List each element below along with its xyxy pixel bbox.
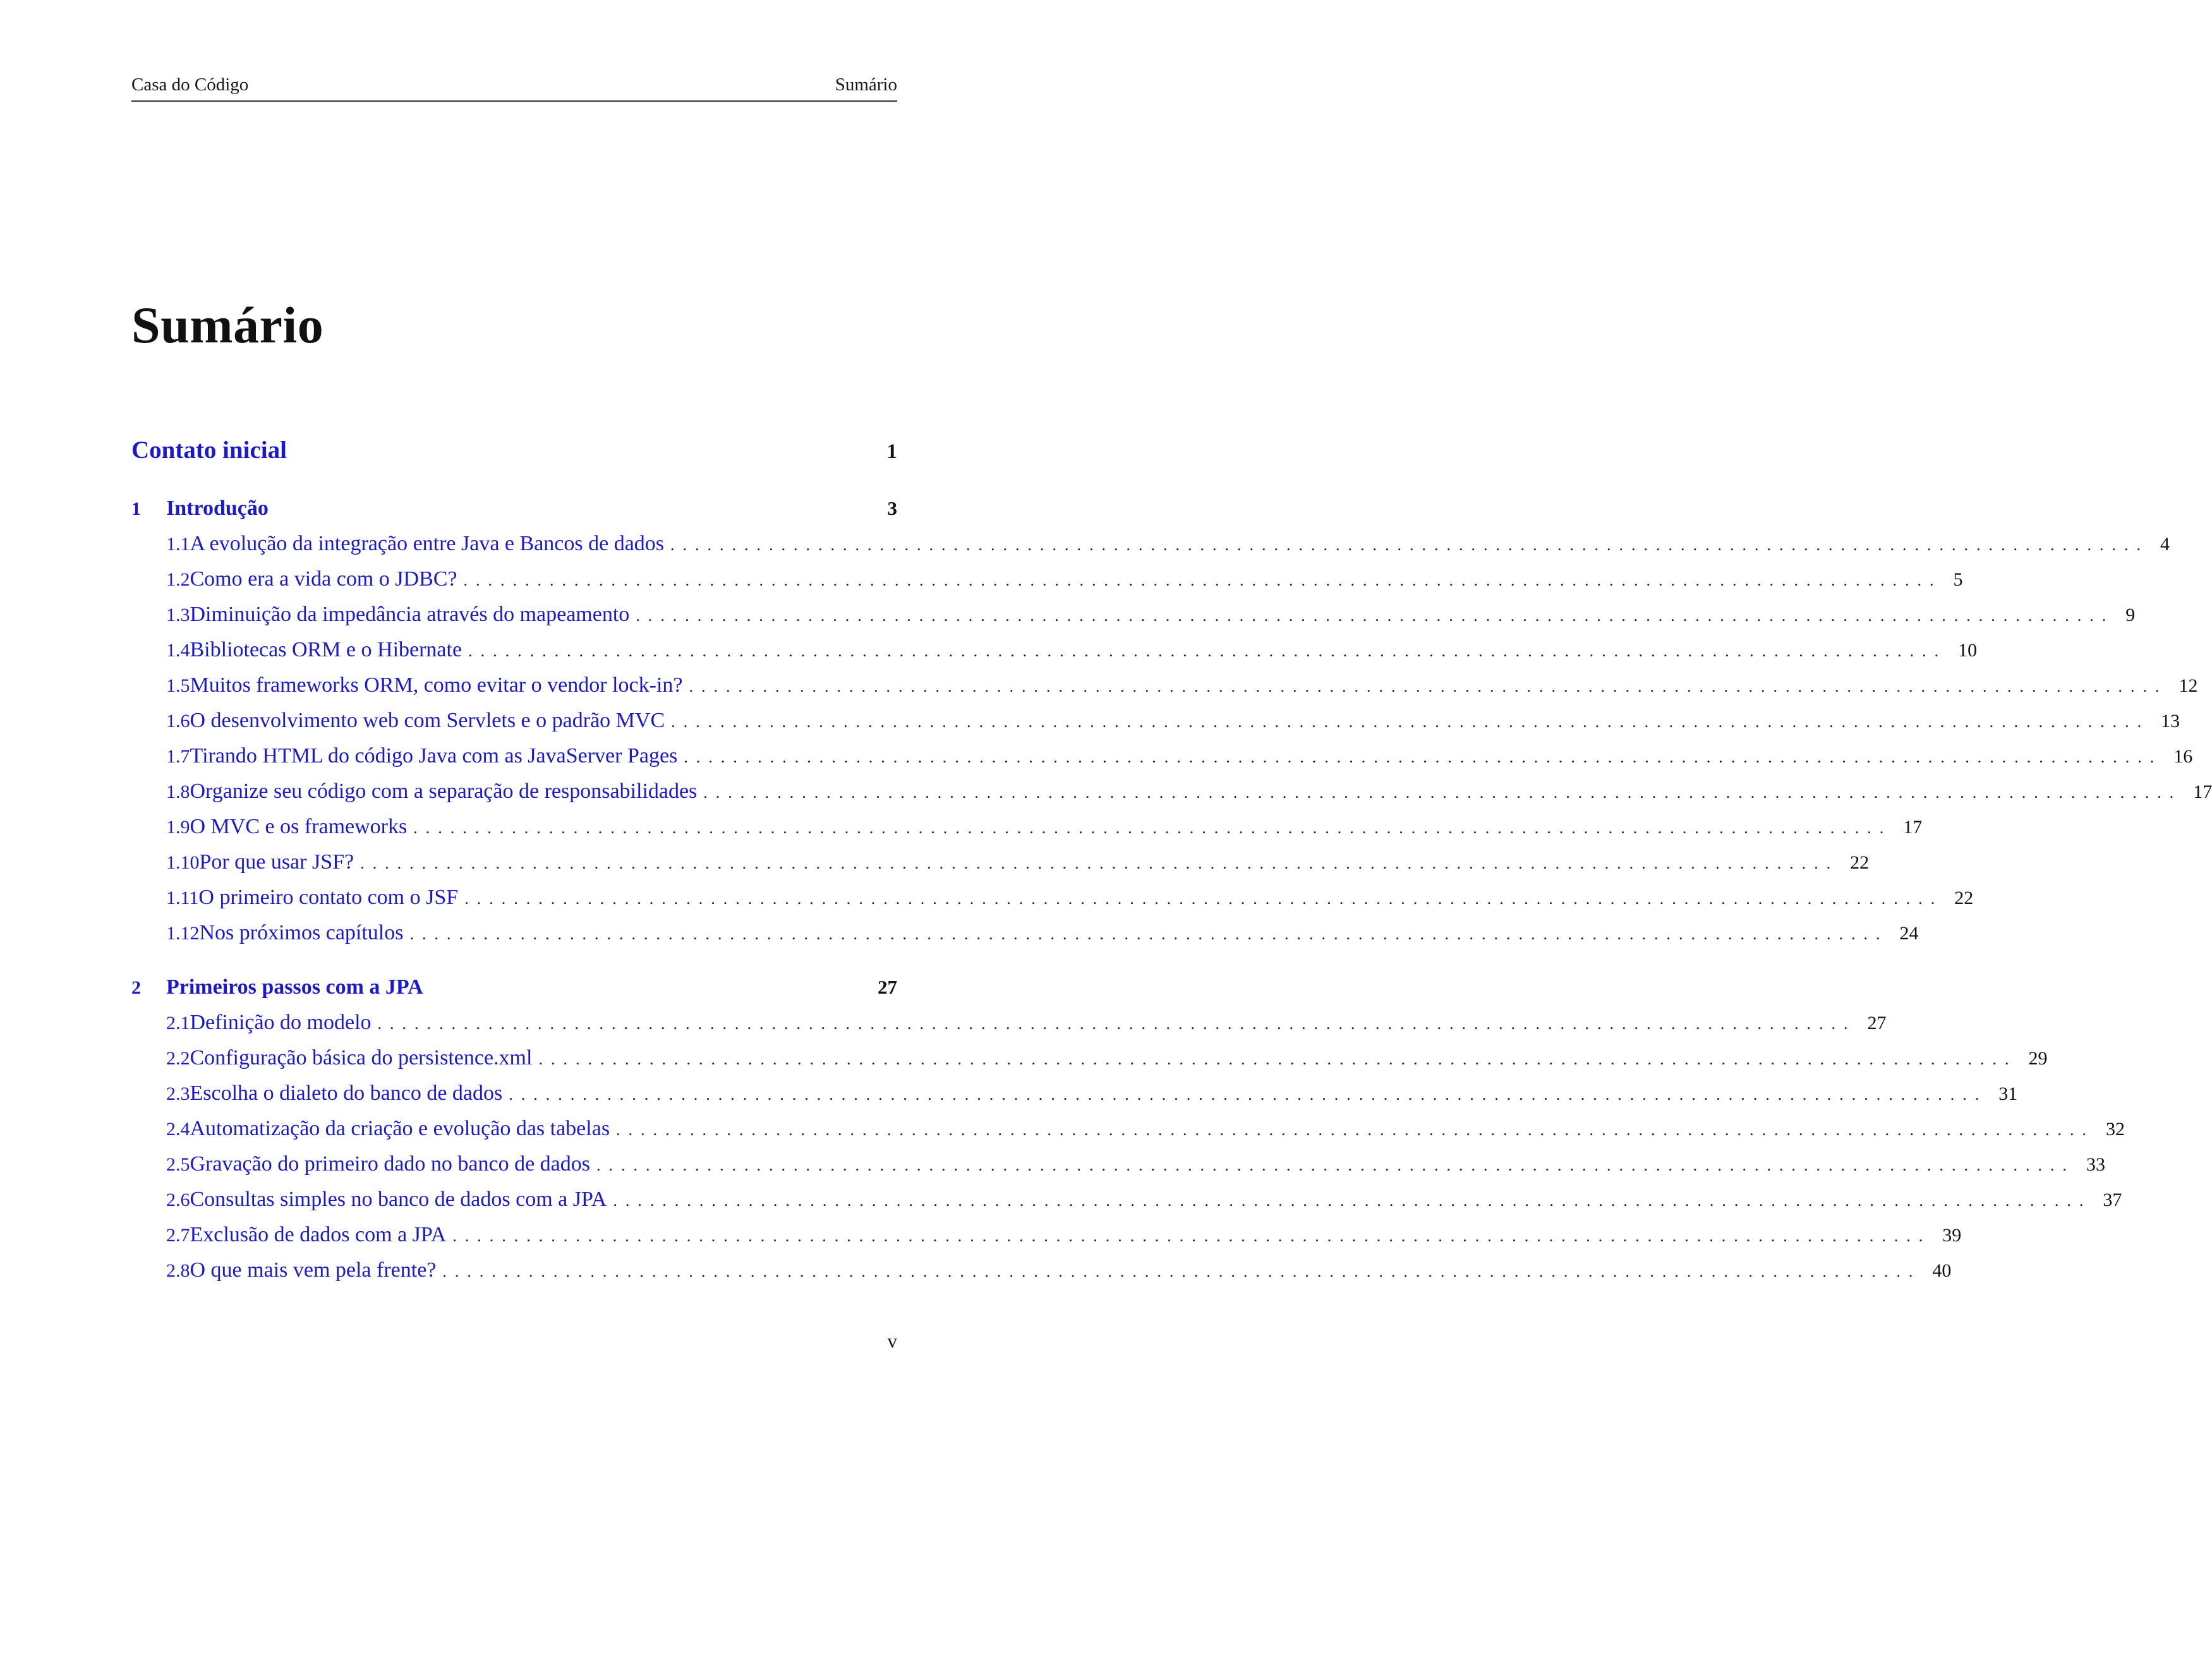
dot-leader: ........................................................................................................................	[464, 889, 1943, 908]
toc-section-entry[interactable]	[131, 673, 2198, 709]
toc-chapter-entry[interactable]	[131, 497, 897, 532]
toc-section-page: 9	[2125, 605, 2136, 625]
dot-leader: ........................................................................................................................	[509, 1085, 1988, 1104]
toc-section-page: 17	[2193, 781, 2212, 802]
toc-section-entry[interactable]	[131, 1117, 2125, 1152]
toc-section-label[interactable]: Escolha o dialeto do banco de dados	[190, 1081, 503, 1105]
dot-leader: ........................................................................................................................	[689, 677, 2168, 695]
dot-leader: ........................................................................................................................	[413, 819, 1892, 837]
toc-section-number[interactable]: 2.8	[166, 1260, 190, 1281]
toc-section-entry[interactable]	[131, 603, 2136, 638]
toc-section-number[interactable]: 2.1	[166, 1013, 190, 1033]
toc-section-page: 27	[1867, 1013, 1887, 1033]
dot-leader: ........................................................................................................................	[452, 1227, 1931, 1245]
toc-section-label[interactable]: Automatização da criação e evolução das tabelas	[190, 1117, 610, 1140]
toc-section-page: 22	[1954, 888, 1974, 908]
dot-leader: ........................................................................................................................	[360, 854, 1839, 872]
toc-part-page: 1	[886, 440, 897, 463]
dot-leader: ........................................................................................................................	[596, 1156, 2075, 1174]
toc-chapter-number: 2	[131, 977, 141, 998]
dot-leader: ........................................................................................................................	[463, 571, 1942, 589]
toc-section-number[interactable]: 1.7	[166, 746, 190, 767]
toc-section-label[interactable]: A evolução da integração entre Java e Bancos de dados	[190, 532, 665, 555]
toc-section-number[interactable]: 1.2	[166, 569, 190, 590]
toc-section-page: 4	[2160, 534, 2170, 555]
toc-section-label[interactable]: O primeiro contato com o JSF	[198, 886, 459, 909]
toc-section-entry[interactable]	[131, 886, 1974, 921]
toc-section-label[interactable]: O MVC e os frameworks	[190, 815, 408, 838]
page-title: Sumário	[131, 296, 324, 354]
toc-section-label[interactable]: Organize seu código com a separação de responsabilidades	[190, 780, 698, 803]
toc-section-label[interactable]: Bibliotecas ORM e o Hibernate	[190, 638, 462, 661]
dot-leader: ........................................................................................................................	[670, 536, 2149, 554]
toc-section-number[interactable]: 1.1	[166, 534, 190, 555]
toc-section-label[interactable]: Definição do modelo	[190, 1011, 372, 1034]
toc-section-page: 12	[2179, 675, 2198, 696]
page-number-footer: v	[887, 1330, 897, 1352]
toc-section-page: 13	[2161, 711, 2180, 732]
toc-section-page: 5	[1953, 569, 1963, 590]
toc-section-label[interactable]: Exclusão de dados com a JPA	[190, 1223, 447, 1246]
toc-section-entry[interactable]	[131, 1152, 2105, 1188]
dot-leader: ........................................................................................................................	[671, 713, 2150, 731]
toc-chapter-page: 3	[887, 497, 897, 519]
toc-section-page: 31	[1998, 1083, 2018, 1104]
toc-section-entry[interactable]	[131, 638, 1978, 673]
dot-leader: ........................................................................................................................	[468, 642, 1947, 660]
toc-section-page: 37	[2103, 1189, 2122, 1210]
toc-chapter-label[interactable]: Introdução	[166, 497, 269, 520]
toc-section-entry[interactable]	[131, 850, 1870, 886]
toc-section-page: 17	[1903, 817, 1923, 838]
toc-chapter-label[interactable]: Primeiros passos com a JPA	[166, 975, 423, 999]
dot-leader: ........................................................................................................................	[377, 1015, 1856, 1033]
dot-leader: ........................................................................................................................	[538, 1050, 2017, 1068]
toc-section-label[interactable]: Como era a vida com o JDBC?	[190, 567, 457, 591]
toc-section-entry[interactable]	[131, 1046, 2048, 1081]
toc-section-page: 10	[1958, 640, 1978, 661]
toc-section-label[interactable]: O que mais vem pela frente?	[190, 1258, 437, 1282]
toc-section-page: 39	[1942, 1225, 1962, 1246]
toc-chapters	[131, 497, 2212, 1294]
toc-section-page: 29	[2028, 1048, 2048, 1069]
toc-section-entry[interactable]	[131, 532, 2170, 567]
toc-section-number[interactable]: 1.12	[166, 923, 200, 944]
toc-section-entry[interactable]	[131, 709, 2180, 744]
dot-leader: ........................................................................................................................	[636, 606, 2115, 625]
toc-section-number[interactable]: 1.10	[166, 852, 200, 873]
dot-leader: ........................................................................................................................	[442, 1262, 1921, 1280]
toc-section-number[interactable]: 2.6	[166, 1189, 190, 1210]
toc-section-number[interactable]: 1.9	[166, 817, 190, 838]
dot-leader: ........................................................................................................................	[616, 1121, 2095, 1139]
toc-section-page: 32	[2106, 1119, 2125, 1140]
toc-chapter-entry[interactable]	[131, 975, 897, 1011]
toc-section-number[interactable]: 1.11	[166, 888, 199, 908]
header-publisher: Casa do Código	[131, 75, 249, 95]
toc-section-number[interactable]: 2.5	[166, 1154, 190, 1175]
toc-section-label[interactable]: Nos próximos capítulos	[199, 921, 404, 944]
toc-section-entry[interactable]	[131, 1223, 1962, 1258]
toc-section-entry[interactable]	[131, 815, 1923, 850]
toc-section-page: 22	[1850, 852, 1870, 873]
toc-part-label[interactable]: Contato inicial	[131, 437, 287, 464]
toc-section-number[interactable]: 1.5	[166, 675, 190, 696]
toc-section-label[interactable]: Tirando HTML do código Java com as JavaServer Pages	[190, 744, 678, 768]
toc-section-entry[interactable]	[131, 567, 1963, 603]
toc-section-number[interactable]: 2.2	[166, 1048, 190, 1069]
toc-section-entry[interactable]	[131, 1081, 2018, 1117]
toc-section-entry[interactable]	[131, 1011, 1887, 1046]
toc-section-number[interactable]: 2.4	[166, 1119, 190, 1140]
toc-section-number[interactable]: 2.7	[166, 1225, 190, 1246]
dot-leader: ........................................................................................................................	[409, 925, 1889, 943]
toc-section-label[interactable]: O desenvolvimento web com Servlets e o padrão MVC	[190, 709, 665, 732]
toc-section-entry[interactable]	[131, 1258, 1952, 1294]
toc-section-entry[interactable]	[131, 744, 2193, 780]
toc-section-number[interactable]: 1.3	[166, 605, 190, 625]
dot-leader: ........................................................................................................................	[703, 783, 2182, 802]
toc-section-entry[interactable]	[131, 780, 2212, 815]
toc-section-label[interactable]: Consultas simples no banco de dados com a JPA	[190, 1188, 607, 1211]
header-section: Sumário	[835, 75, 897, 95]
toc-section-label[interactable]: Configuração básica do persistence.xml	[190, 1046, 533, 1069]
toc-section-page: 40	[1932, 1260, 1952, 1281]
toc-section-number[interactable]: 1.6	[166, 711, 190, 732]
toc-section-page: 33	[2086, 1154, 2105, 1175]
running-header	[131, 75, 897, 102]
toc-section-page: 16	[2173, 746, 2193, 767]
toc-section-number[interactable]: 1.8	[166, 781, 190, 802]
toc-section-entry[interactable]	[131, 1188, 2122, 1223]
toc-section-page: 24	[1899, 923, 1919, 944]
toc-section-number[interactable]: 1.4	[166, 640, 190, 661]
toc-section-label[interactable]: Muitos frameworks ORM, como evitar o vendor lock-in?	[190, 673, 683, 697]
toc-section-entry[interactable]	[131, 921, 1919, 956]
toc-chapter-page: 27	[878, 976, 897, 998]
toc-chapter-number: 1	[131, 498, 141, 519]
dot-leader: ........................................................................................................................	[684, 748, 2163, 766]
toc-part-entry[interactable]	[131, 436, 897, 478]
toc-section-number[interactable]: 2.3	[166, 1083, 190, 1104]
table-of-contents	[131, 436, 2212, 1294]
toc-section-label[interactable]: Gravação do primeiro dado no banco de dados	[190, 1152, 590, 1176]
toc-section-label[interactable]: Por que usar JSF?	[199, 850, 354, 874]
toc-section-label[interactable]: Diminuição da impedância através do mapeamento	[190, 603, 630, 626]
dot-leader: ........................................................................................................................	[613, 1191, 2092, 1210]
